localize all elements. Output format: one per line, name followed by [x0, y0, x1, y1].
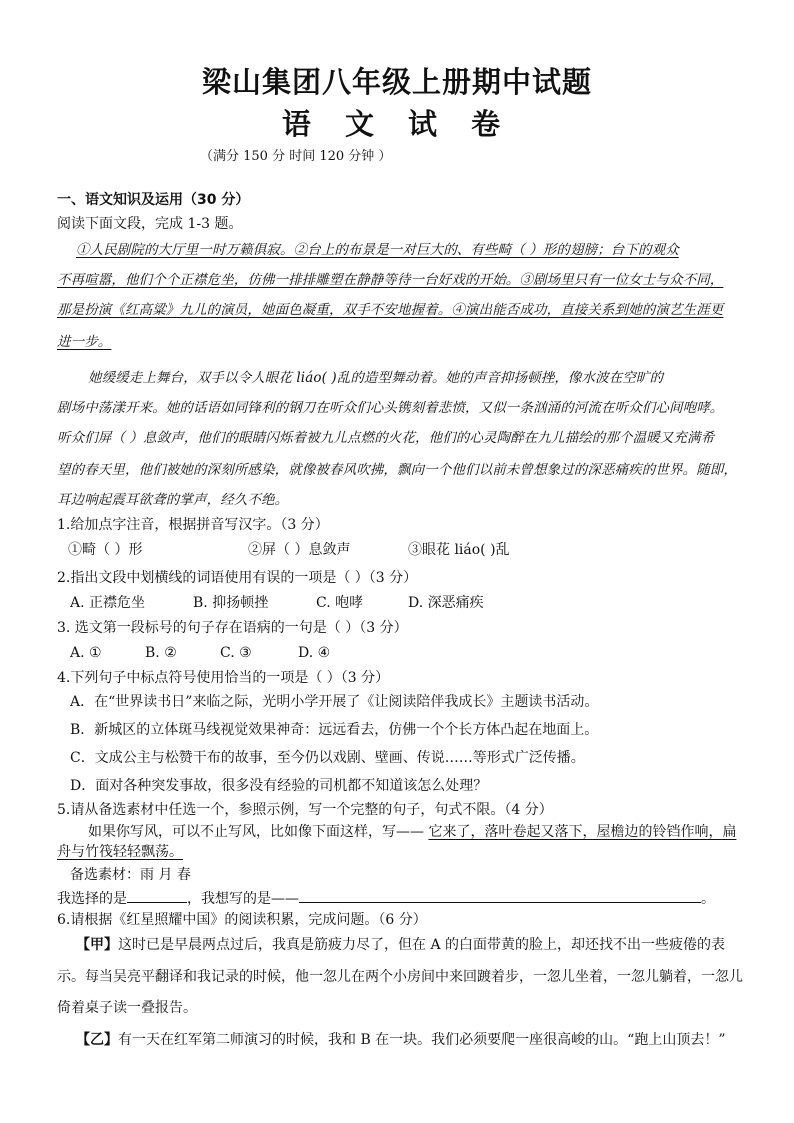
q2-option: A. 正襟危坐 [70, 595, 146, 611]
q6-yi-label: 【乙】 [76, 1032, 118, 1048]
passage-p2-line: 望的春天里，他们被她的深刻所感染，就像被春风吹拂，飘向一个他们以前未曾想象过的深恶痛疾的世界。随即， [57, 462, 737, 478]
q1-item: ③眼花 liáo( )乱 [408, 542, 510, 558]
q2-option: B. 抑扬顿挫 [193, 595, 269, 611]
q6-jia-line: 示。每当吴亮平翻译和我记录的时候，他一忽儿在两个小房间中来回踱着步，一忽儿坐着，一忽儿躺着，一忽儿 [57, 969, 743, 985]
question-1-stem: 1.给加点字注音，根据拼音写汉字。（3 分） [57, 517, 329, 533]
question-3-stem: 3. 选文第一段标号的句子存在语病的一句是（ ）（3 分） [57, 620, 408, 636]
q6-jia-label: 【甲】 [76, 937, 118, 953]
passage-p2-line: 听众们屏（ ）息敛声，他们的眼睛闪烁着被九儿点燃的火花，他们的心灵陶醉在九儿描绘的那个温暖又充满希 [57, 430, 715, 446]
question-2-stem: 2.指出文段中划横线的词语使用有误的一项是（ ）（3 分） [57, 570, 418, 586]
q4-option: C．文成公主与松赞干布的故事，至今仍以戏剧、壁画、传说……等形式广泛传播。 [70, 750, 585, 766]
q3-option: C. ③ [220, 645, 252, 661]
section-instruction: 阅读下面文段，完成 1-3 题。 [57, 216, 243, 232]
q3-option: D. ④ [298, 645, 331, 661]
passage-p1-line: 进一步。 [57, 334, 112, 350]
passage-p1-line: ①人民剧院的大厅里一时万籁俱寂。②台上的布景是一对巨大的、有些畸（ ）形的翅膀；台下的观众 [76, 242, 679, 258]
passage-p2-line: 剧场中荡漾开来。她的话语如同锋利的钢刀在听众们心头镌刻着悲愤，又似一条汹涌的河流在听众们心间咆哮。 [57, 400, 724, 416]
question-5-stem: 5.请从备选素材中任选一个，参照示例，写一个完整的句子，句式不限。（4 分） [57, 802, 553, 818]
question-4-stem: 4.下列句子中标点符号使用恰当的一项是（ ）（3 分） [57, 670, 390, 686]
question-1-items [68, 540, 758, 560]
q5-sentence-blank[interactable] [299, 888, 701, 903]
question-6-stem: 6.请根据《红星照耀中国》的阅读积累，完成问题。（6 分） [57, 912, 427, 928]
q6-jia-line: 【甲】这时已是早晨两点过后，我真是筋疲力尽了，但在 A 的白面带黄的脸上，却还找不出一些疲倦的表 [76, 937, 726, 953]
q5-example-cont: 舟与竹筏轻轻飘荡。 [57, 844, 183, 860]
q2-option: D. 深恶痛疾 [408, 595, 484, 611]
q3-option: A. ① [70, 645, 102, 661]
exam-title: 梁山集团八年级上册期中试题 [201, 65, 592, 99]
exam-subject: 语 文 试 卷 [281, 107, 513, 141]
q5-example-sentence: 它来了，落叶卷起又落下，屋檐边的铃铛作响，扁 [428, 824, 737, 840]
q5-materials: 备选素材：雨 月 春 [70, 867, 191, 883]
q3-option: B. ② [145, 645, 177, 661]
passage-p1-line: 那是扮演《红高粱》九儿的演员，她面色凝重，双手不安地握着。④演出能否成功，直接关系到她的演艺生涯更 [57, 302, 724, 318]
question-3-options [70, 643, 760, 663]
q2-option: C. 咆哮 [316, 595, 364, 611]
q5-answer-line: 我选择的是 ，我想写的是—— 。 [57, 888, 747, 909]
q4-option: D．面对各种突发事故，很多没有经验的司机都不知道该怎么处理？ [70, 778, 488, 794]
q4-option: B．新城区的立体斑马线视觉效果神奇：远远看去，仿佛一个个长方体凸起在地面上。 [70, 722, 599, 738]
q6-yi-line: 【乙】有一天在红军第二师演习的时候，我和 B 在一块。我们必须要爬一座很高峻的山。“跑上山顶去！” [76, 1032, 726, 1048]
passage-p1-line: 不再喧嚣，他们个个正襟危坐，仿佛一排排雕塑在静静等待一台好戏的开始。③剧场里只有一位女士与众不同， [57, 272, 724, 288]
q5-example: 如果你写风，可以不止写风，比如像下面这样，写—— 它来了，落叶卷起又落下，屋檐边的铃铛作响，扁 [88, 824, 737, 840]
q5-choice-blank[interactable] [127, 888, 187, 903]
section-heading: 一、语文知识及运用（30 分） [57, 192, 250, 208]
q6-jia-line: 倚着桌子读一叠报告。 [57, 1000, 197, 1016]
q1-item: ②屏（ ）息敛声 [248, 542, 351, 558]
passage-p2-line: 她缓缓走上舞台，双手以令人眼花 liáo( )乱的造型舞动着。她的声音抑扬顿挫，像水波在空旷的 [88, 370, 664, 386]
q4-option: A．在“世界读书日”来临之际，光明小学开展了《让阅读陪伴我成长》主题读书活动。 [70, 694, 599, 710]
q1-item: ①畸（ ）形 [68, 542, 143, 558]
passage-p2-line: 耳边响起震耳欲聋的掌声，经久不绝。 [57, 492, 289, 508]
question-2-options [70, 593, 760, 613]
exam-info: （满分 150 分 时间 120 分钟 ） [200, 149, 392, 164]
